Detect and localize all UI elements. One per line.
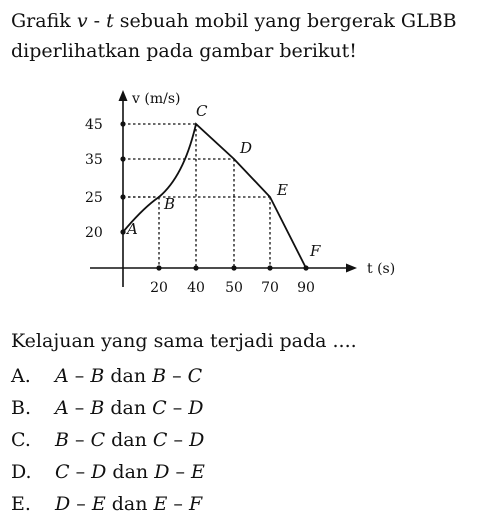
y-tick-mark (120, 194, 125, 199)
question-text (11, 6, 491, 66)
option-b[interactable]: B. A – B dan C – D (11, 392, 205, 424)
y-axis-label: v (m/s) (132, 91, 181, 107)
x-tick-label: 70 (261, 280, 279, 296)
question-line-1: Grafik v - t sebuah mobil yang bergerak GLBB (11, 10, 457, 32)
point-label-f: F (310, 242, 321, 260)
x-tick-mark (267, 265, 272, 270)
option-letter: D. (11, 461, 32, 483)
option-letter: A. (11, 365, 31, 387)
x-tick-label: 40 (187, 280, 205, 296)
x-axis-arrow (346, 264, 357, 273)
option-letter: C. (11, 429, 31, 451)
y-tick-label: 25 (85, 190, 103, 206)
option-a[interactable]: A. A – B dan B – C (11, 360, 205, 392)
option-c[interactable]: C. B – C dan C – D (11, 424, 205, 456)
answer-options (11, 360, 205, 520)
y-tick-mark (120, 156, 125, 161)
option-d[interactable]: D. C – D dan D – E (11, 456, 205, 488)
y-tick-label: 20 (85, 225, 103, 241)
x-tick-mark (231, 265, 236, 270)
point-label-b: B (164, 195, 176, 213)
question-line-2: diperlihatkan pada gambar berikut! (11, 40, 357, 62)
x-axis-label: t (s) (367, 261, 396, 277)
point-label-e: E (277, 181, 288, 199)
prompt-text: Kelajuan yang sama terjadi pada .... (11, 330, 357, 352)
option-letter: B. (11, 397, 32, 419)
x-tick-label: 20 (150, 280, 168, 296)
option-letter: E. (11, 493, 31, 515)
point-label-c: C (196, 102, 208, 120)
y-tick-label: 45 (85, 117, 103, 133)
point-label-a: A (127, 220, 138, 238)
point-label-d: D (240, 139, 253, 157)
x-tick-label: 90 (297, 280, 315, 296)
y-tick-mark (120, 121, 125, 126)
x-tick-mark (156, 265, 161, 270)
x-tick-label: 50 (225, 280, 243, 296)
velocity-time-graph (80, 84, 410, 306)
option-e[interactable]: E. D – E dan E – F (11, 488, 205, 520)
y-axis-arrow (119, 90, 128, 101)
x-tick-mark (193, 265, 198, 270)
y-tick-label: 35 (85, 152, 103, 168)
